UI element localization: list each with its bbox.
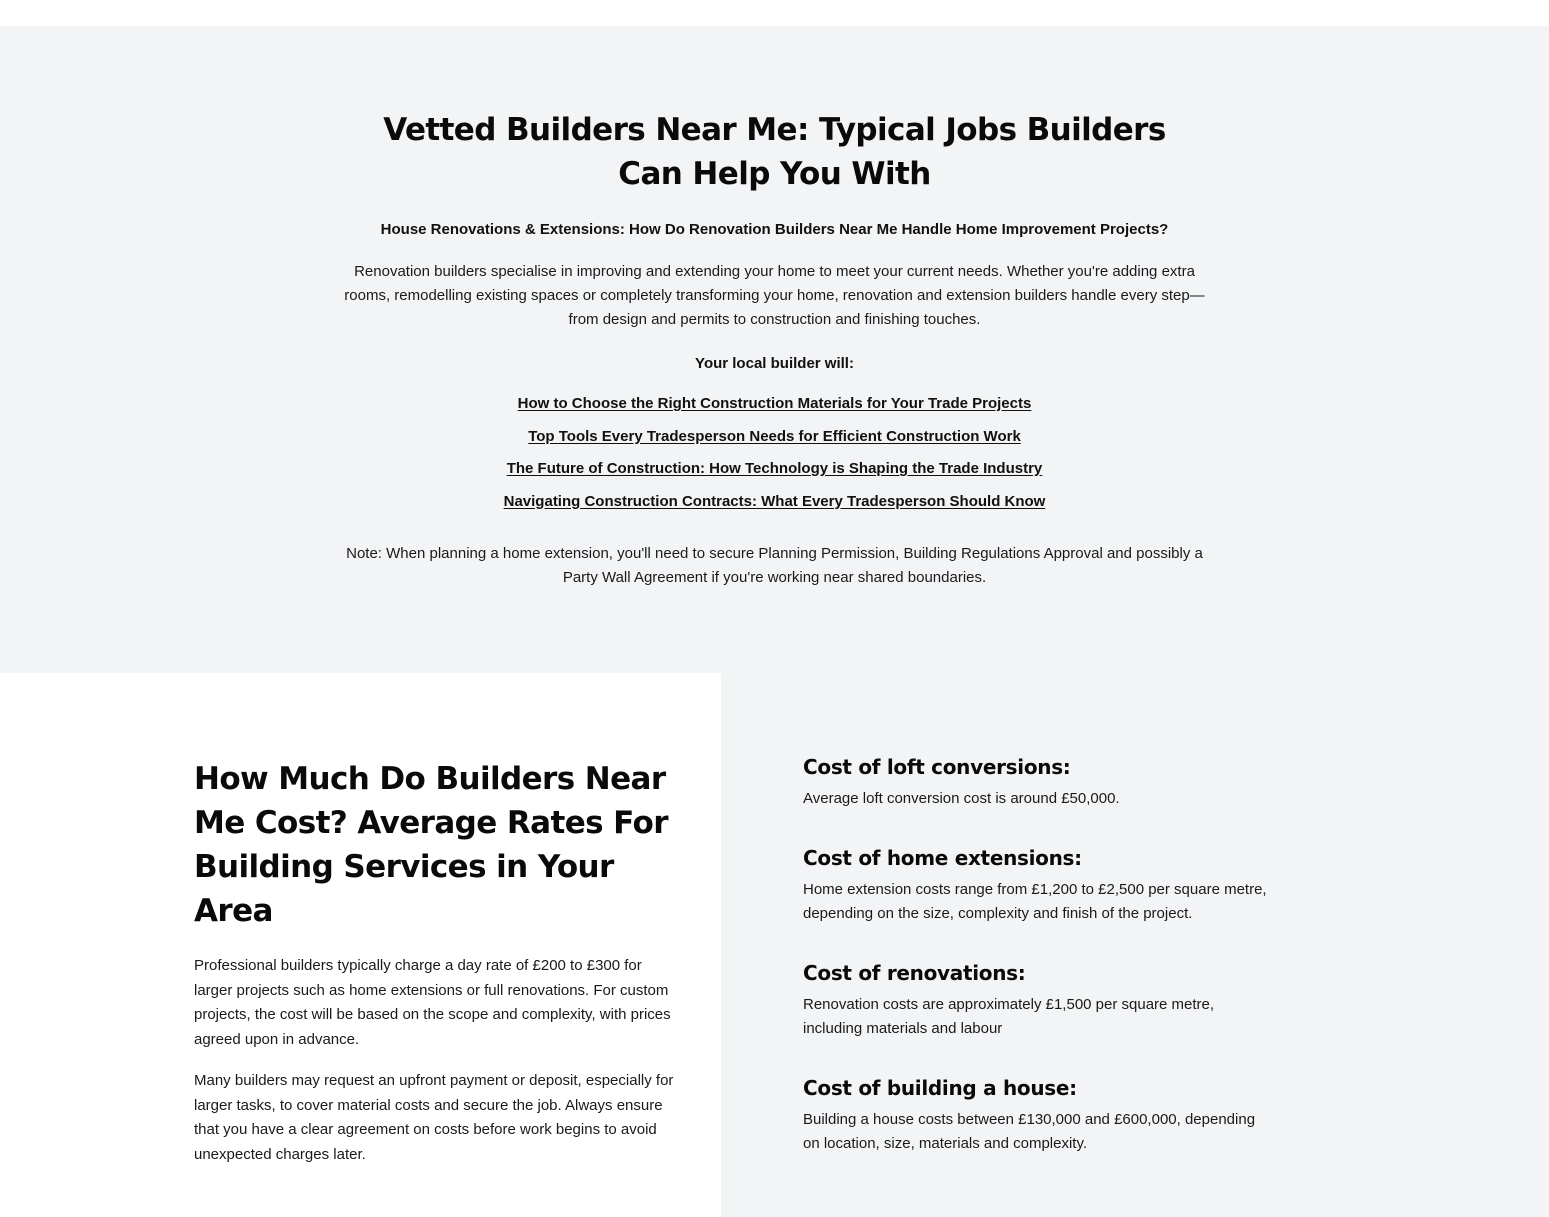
renovations-intro: Renovation builders specialise in improving and extending your home to meet your current needs. Whether you're adding extra rooms, remodelling existing spaces or completely transforming your home, renovation and extension builders handle every step—from design and permits to construction and finishing touches. [344,263,1205,328]
cost-item-house [803,1074,1549,1156]
costs-paragraph-day-rate: Professional builders typically charge a day rate of £200 to £300 for larger projects such as home extensions or full renovations. For custom projects, the cost will be based on the scope and complexity, with prices agreed upon in advance. [194,957,671,1048]
cost-text: Renovation costs are approximately £1,500 per square metre, including materials and labour [803,996,1215,1037]
cost-text: Building a house costs between £130,000 and £600,000, depending on location, size, materials and complexity. [803,1111,1256,1152]
costs-paragraph-deposit: Many builders may request an upfront payment or deposit, especially for larger tasks, to cover material costs and secure the job. Always ensure that you have a clear agreement on costs before work begins to avoid unexpected charges later. [194,1072,674,1163]
cost-text: Home extension costs range from £1,200 to £2,500 per square metre, depending on the size, complexity and finish of the project. [803,881,1267,922]
list-item [0,427,1549,447]
list-item [0,394,1549,414]
list-item [0,459,1549,479]
cost-item-extensions [803,844,1549,926]
article-link-materials[interactable]: How to Choose the Right Construction Materials for Your Trade Projects [517,395,1032,412]
article-links-list [0,394,1549,512]
cost-item-renovations [803,959,1549,1041]
planning-note: Note: When planning a home extension, you'll need to secure Planning Permission, Building Regulations Approval and possibly a Party Wall Agreement if you're working near shared boundaries. [346,544,1203,586]
costs-intro-column [0,673,721,1217]
cost-item-loft [803,753,1549,811]
cost-breakdown-column [721,673,1549,1217]
local-builder-lead: Your local builder will: [695,355,854,372]
typical-jobs-section [0,26,1549,673]
renovations-subtitle: House Renovations & Extensions: How Do Renovation Builders Near Me Handle Home Improvement Projects? [380,221,1169,238]
article-link-technology[interactable]: The Future of Construction: How Technology is Shaping the Trade Industry [506,460,1043,477]
cost-heading: Cost of loft conversions: [803,755,1071,779]
cost-heading: Cost of building a house: [803,1076,1077,1100]
cost-text: Average loft conversion cost is around £50,000. [803,790,1120,807]
cost-heading: Cost of renovations: [803,961,1026,985]
top-strip [0,0,1549,26]
article-link-contracts[interactable]: Navigating Construction Contracts: What Every Tradesperson Should Know [503,492,1046,510]
article-link-tools[interactable]: Top Tools Every Tradesperson Needs for Efficient Construction Work [528,427,1021,445]
list-item [0,492,1549,512]
typical-jobs-title: Vetted Builders Near Me: Typical Jobs Builders Can Help You With [383,112,1166,192]
cost-heading: Cost of home extensions: [803,846,1082,870]
costs-title: How Much Do Builders Near Me Cost? Average Rates For Building Services in Your Area [194,761,668,929]
costs-section [0,673,1549,1217]
